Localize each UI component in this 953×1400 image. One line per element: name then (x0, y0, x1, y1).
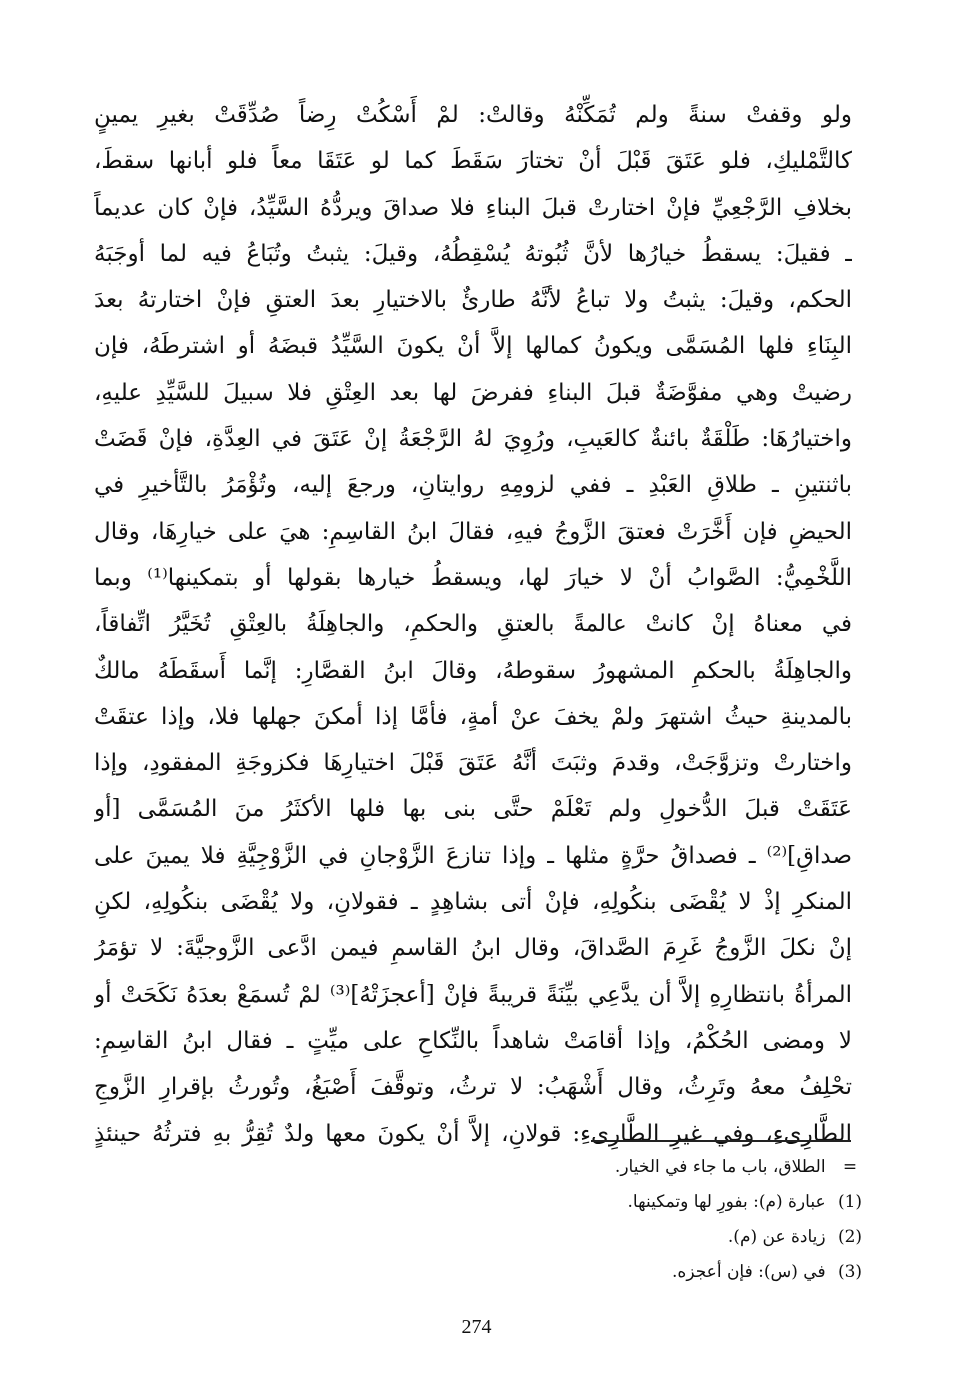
footnote-marker: (1) (837, 1192, 863, 1212)
footnote-continuation (300, 1150, 869, 1185)
text-line: واختيارُهَا: طَلْقَةٌ بائنةٌ كالعَيبِ، ورُوِيَ لهُ الرَّجْعَةُ إنْ عَتَقَ في العِدَّةِ، فإنْ قَضَتْ (94, 426, 852, 453)
text-line: الحيضِ فإن أَخَّرَتْ فعتقَ الزَّوجُ فيهِ، فقالَ ابنُ القاسِمِ: هيَ على خيارِهَا، وقال (94, 518, 852, 545)
text-line: اللَّخْمِيُّ: الصَّوابُ أنْ لا خيارَ لها، ويسقطُ خيارها بقولها أو بتمكينها⁽¹⁾ وبما (94, 564, 852, 591)
footnote-divider (591, 1140, 851, 1142)
footnote-marker: (2) (837, 1227, 863, 1247)
text-line: كالتَّمْليكِ، فلو عَتَقَ قَبْلَ أنْ تختارَ سَقَطَ كما لو عَتَقَا معاً فلو أبانها سقطَ، (94, 148, 852, 175)
page-number: 274 (461, 1316, 492, 1338)
footnotes (300, 1150, 869, 1290)
text-line: لا ومضى الحُكْمُ، وإذا أقامَتْ شاهداً بالنِّكاحِ على ميِّتٍ ـ فقال ابنُ القاسِمِ: (94, 1027, 852, 1054)
text-line: ولو وقفتْ سنةً ولم تُمَكِّنْهُ وقالتْ: لمْ أَسْكُتْ رِضاً صُدِّقَتْ بغيرِ يمينٍ (94, 102, 852, 128)
text-line: والجاهِلَةُ بالحكمِ المشهورُ سقوطهُ، وقالَ ابنُ القصَّارِ: إنَّما أَسقَطَهُ مالكٌ (94, 657, 852, 684)
text-line: عَتَقَتْ قبلَ الدُّخولِ ولم تَعْلَمْ حتَّى بنى بها فلها الأكثَرُ منَ المُسَمَّى [أو (94, 796, 852, 823)
footnote-2 (300, 1220, 869, 1255)
text-line: إنْ نكلَ الزَّوجُ غَرِمَ الصَّداقَ، وقال ابنُ القاسمِ فيمن ادَّعى الزَّوجيَّةَ: لا تؤمَرُ (94, 935, 852, 962)
footnote-marker: = (842, 1157, 858, 1177)
footnote-text: عبارة (م): بفورِ لها وتمكينها. (627, 1192, 826, 1212)
text-line: رضيتْ وهي مفوَّضَةٌ قبلَ البناءِ ففرضَ لها بعد العِتْقِ فلا سبيلَ للسَّيِّدِ عليهِ، (94, 379, 852, 406)
text-line: الحكم، وقيلَ: يثبتُ ولا تباعُ لأنَّهُ طارئٌ بالاختيارِ بعدَ العتقِ فإنْ اختارتهُ بعدَ (94, 287, 852, 314)
footnote-marker: (3) (837, 1262, 863, 1282)
text-line: باثنتينِ ـ طلاقِ العَبْدِ ـ ففي لزومِهِ روايتانِ، ورجعَ إليه، وتُؤْمَرُ بالتَّأخيرِ في (94, 472, 852, 499)
footnote-text: زيادة عن (م). (727, 1227, 826, 1247)
text-line: صداقِ]⁽²⁾ ـ فصداقُ حرَّةٍ مثلها ـ وإذا تنازعَ الزَّوْجانِ في الزَّوْجِيَّةِ فلا يمينَ على (94, 842, 852, 869)
footnote-text: الطلاق، باب ما جاء في الخيار. (614, 1157, 826, 1177)
text-line: المرأةُ بانتظارِهِ إلاَّ أن يدَّعِي بيِّنَةً قريبةً فإنْ [أعجزَتْهُ]⁽³⁾ لمْ تُسمَعْ بعدَهُ نَكَحَتْ أو (94, 981, 852, 1008)
text-line: المنكرِ إذْ لا يُقْضَى بنكُولِهِ، فإنْ أتى بشاهِدٍ ـ فقولانِ، ولا يُقْضَى بنكُولِهِ، لكنِ (94, 889, 852, 916)
text-line: الطَّارِىءِ، وفي غيرِ الطَّارِىءِ: قولانِ، إلاَّ أنْ يكونَ معها ولدٌ تُقِرُّ بهِ فترثُهُ حينئذٍ (94, 1120, 852, 1147)
footnote-1 (300, 1185, 869, 1220)
text-line: واختارتْ وتزوَّجَتْ، وقدمَ وثبَتَ أنَّهُ عَتَقَ قَبْلَ اختيارِهَا فكزوجَةِ المفقودِ، وإذا (94, 750, 852, 777)
main-text (94, 92, 852, 1157)
text-line: بالمدينةِ حيثُ اشتهرَ ولمْ يخفَ عنْ أمةٍ، فأمَّا إذا أمكنَ جهلها فلا، وإذا عتقَتْ (94, 703, 852, 730)
text-line: البِنَاءِ فلها المُسَمَّى ويكونُ كمالها إلاَّ أنْ يكونَ السَّيِّدُ قبضَهُ أو اشترطَهُ، فإن (94, 333, 852, 360)
footnote-3 (300, 1255, 869, 1290)
text-line: بخلافِ الرَّجْعِيِّ فإنْ اختارتْ قبلَ البناءِ فلا صداقَ ويردُّهُ السَّيِّدُ، فإنْ كان عديماً (94, 194, 852, 221)
text-line: تحْلِفُ معهُ وتَرِثُ، وقال أَشْهَبُ: لا ترثُ، وتوقَّفَ أَصْبَغُ، وتُورثُ بإقرارِ الزَّوجِ (94, 1074, 852, 1101)
text-line: ـ فقيلَ: يسقطُ خيارُها لأنَّ ثُبُوتهُ يُسْقِطُهُ، وقيلَ: يثبتُ وتُبَاعُ فيه لما أوجَبَهُ (94, 240, 852, 267)
footnote-text: في (س): فإن أعجزه. (672, 1262, 826, 1282)
text-line: في معناهُ إنْ كانتْ عالمةً بالعتقِ والحكمِ، والجاهِلَةُ بالعِتْقِ تُخَيَّرُ اتِّفاقاً، (94, 611, 852, 638)
